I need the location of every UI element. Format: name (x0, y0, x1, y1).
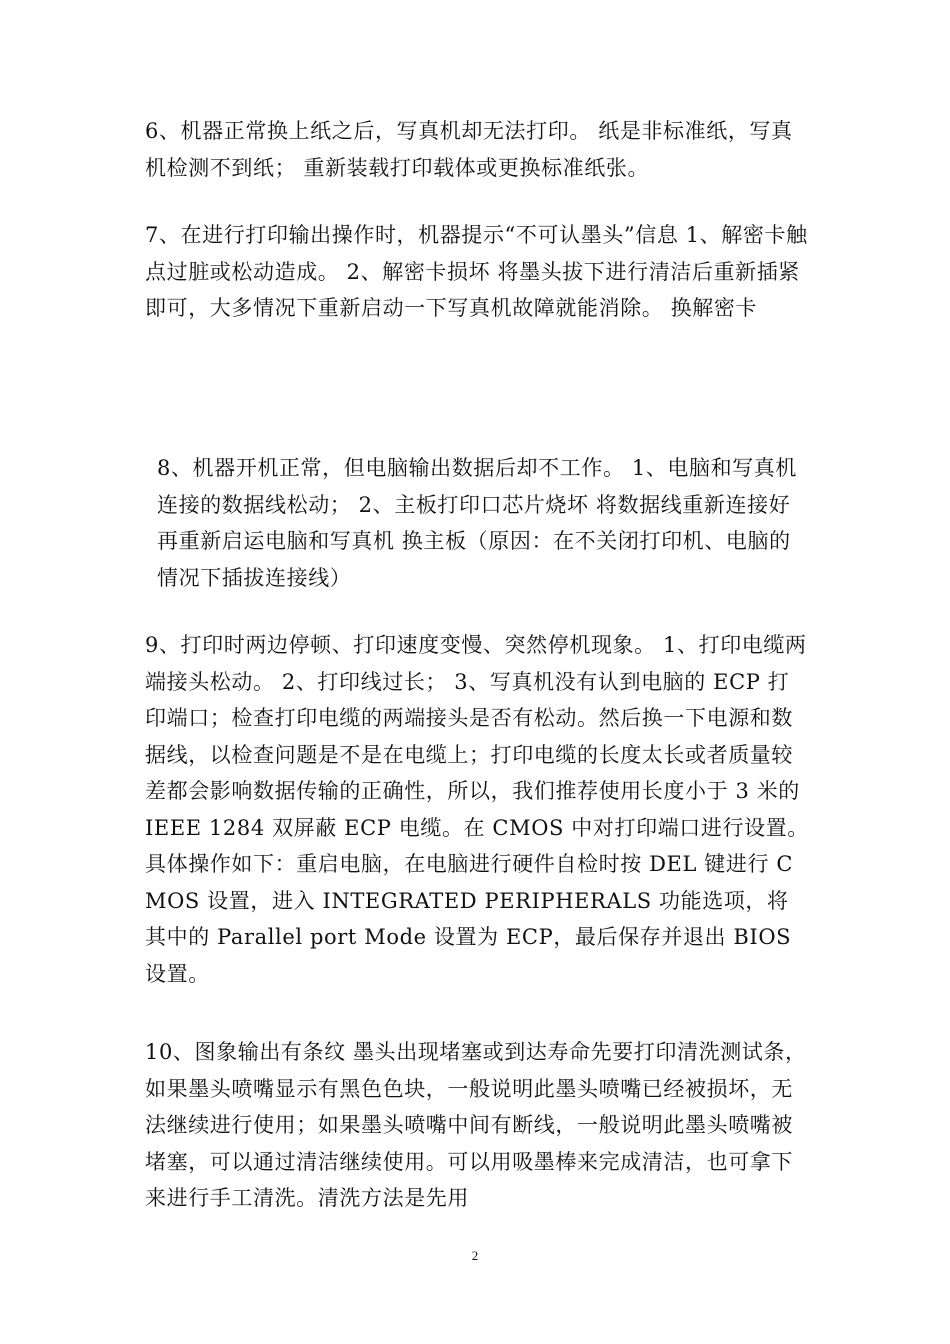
paragraph-8: 8、机器开机正常，但电脑输出数据后却不工作。 1、电脑和写真机连接的数据线松动； 2、主板打印口芯片烧坏 将数据线重新连接好再重新启运电脑和写真机 换主板（原因：在不关闭打印机、电脑的情况下插拔连接线） (157, 456, 797, 590)
paragraph-9: 9、打印时两边停顿、打印速度变慢、突然停机现象。 1、打印电缆两端接头松动。 2、打印线过长； 3、写真机没有认到电脑的 ECP 打印端口；检查打印电缆的两端接头是否有松动。然后换一下电源和数据线，以检查问题是不是在电缆上；打印电缆的长度太长或者质量较差都会影响数据传输的正确性，所以，我们推荐使用长度小于 3 米的 IEEE 1284 双屏蔽 ECP 电缆。在 CMOS 中对打印端口进行设置。具体操作如下：重启电脑，在电脑进行硬件自检时按 DEL 键进行 CMOS 设置，进入 INTEGRATED PERIPHERALS 功能选项，将其中的 Parallel port Mode 设置为 ECP，最后保存并退出 BIOS 设置。 (145, 633, 809, 986)
paragraph-10: 10、图象输出有条纹 墨头出现堵塞或到达寿命先要打印清洗测试条，如果墨头喷嘴显示有黑色色块，一般说明此墨头喷嘴已经被损坏，无法继续进行使用；如果墨头喷嘴中间有断线，一般说明此墨头喷嘴被堵塞，可以通过清洁继续使用。可以用吸墨棒来完成清洁，也可拿下来进行手工清洗。清洗方法是先用 (145, 1040, 807, 1210)
paragraph-6: 6、机器正常换上纸之后，写真机却无法打印。 纸是非标准纸，写真机检测不到纸； 重新装载打印载体或更换标准纸张。 (145, 119, 793, 180)
page-number: 2 (471, 1248, 479, 1263)
paragraph-7: 7、在进行打印输出操作时，机器提示“不可认墨头”信息 1、解密卡触点过脏或松动造成。 2、解密卡损坏 将墨头拔下进行清洁后重新插紧即可，大多情况下重新启动一下写真机故障就能消除。 换解密卡 (145, 223, 808, 320)
